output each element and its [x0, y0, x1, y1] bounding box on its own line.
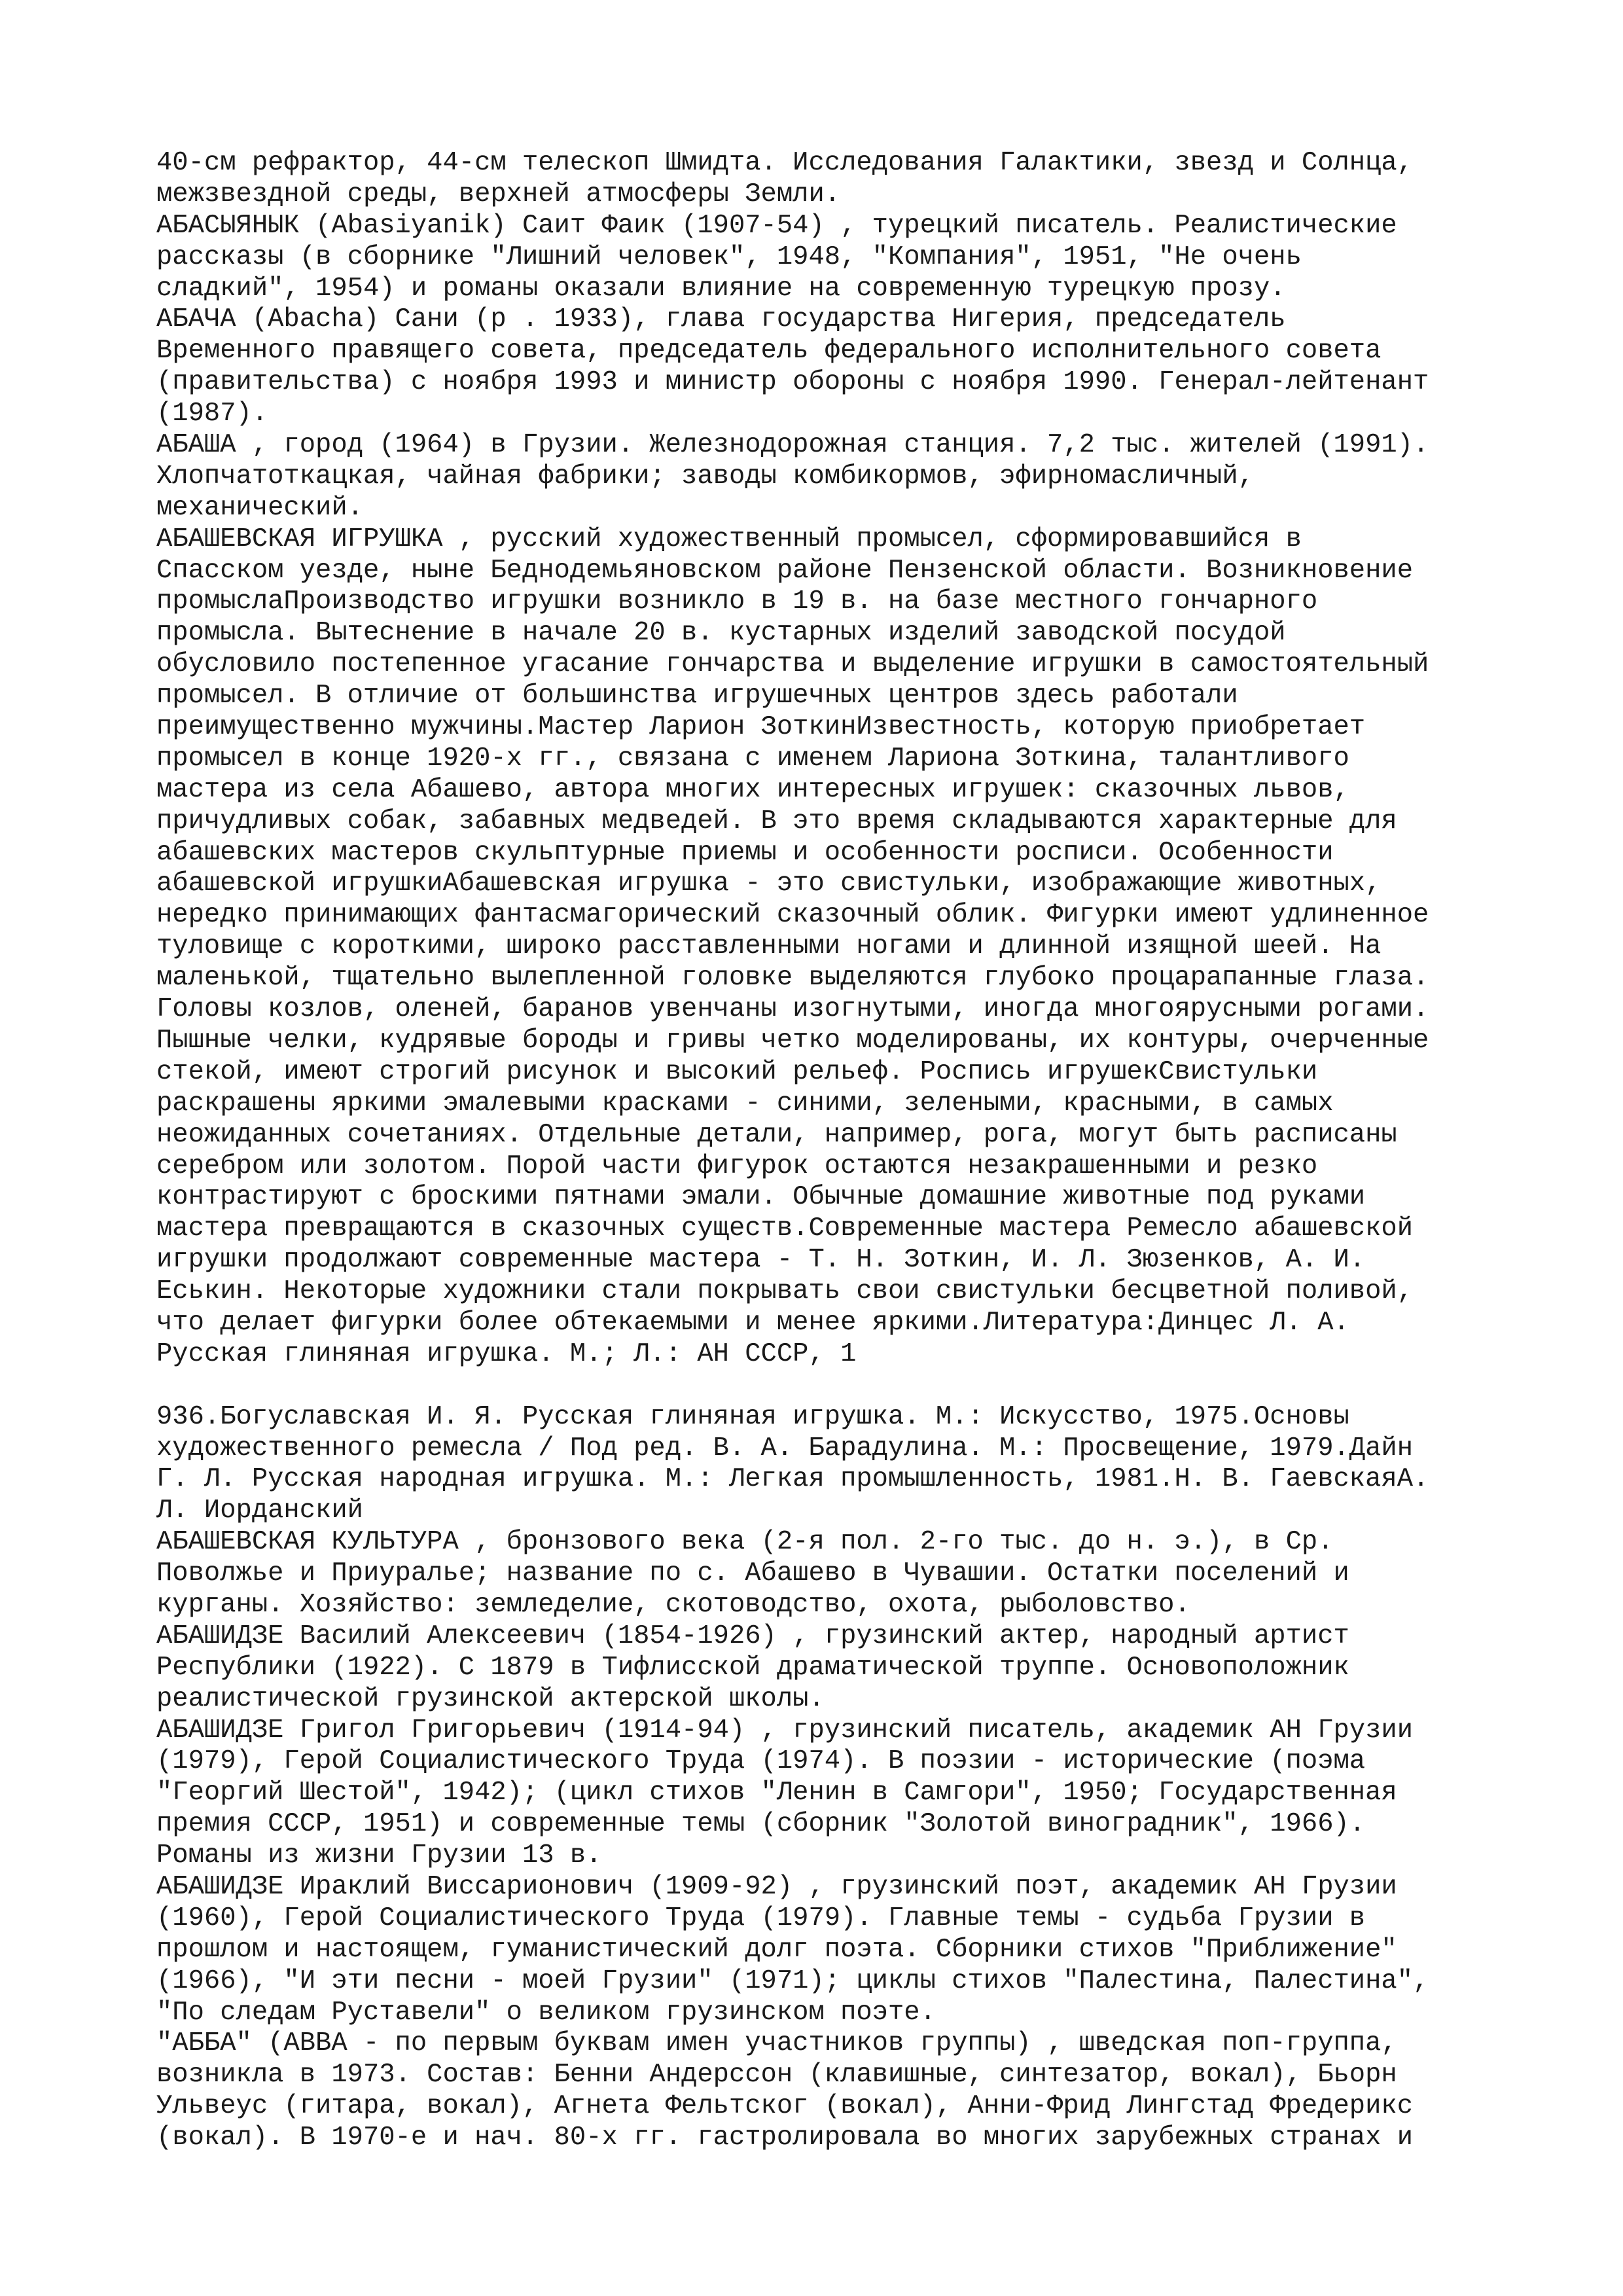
text-line: Г. Л. Русская народная игрушка. М.: Легкая промышленность, 1981.Н. В. ГаевскаяА. [156, 1464, 1429, 1495]
text-line: возникла в 1973. Состав: Бенни Андерссон (клавишные, синтезатор, вокал), Бьорн [156, 2060, 1397, 2090]
text-block-part2 [156, 1402, 1596, 2154]
text-line: 40-см рефрактор, 44-см телескоп Шмидта. Исследования Галактики, звезд и Солнца, [156, 148, 1414, 178]
text-line: Романы из жизни Грузии 13 в. [156, 1840, 602, 1871]
text-line: Л. Иорданский [156, 1496, 363, 1526]
text-line: рассказы (в сборнике "Лишний человек", 1948, "Компания", 1951, "Не очень [156, 242, 1302, 272]
text-line: абашевской игрушкиАбашевская игрушка - это свистульки, изображающие животных, [156, 869, 1382, 899]
text-line: (1960), Герой Социалистического Труда (1979). Главные темы - судьба Грузии в [156, 1903, 1366, 1933]
text-line: АБАСЫЯНЫК (Abasiyanik) Саит Фаик (1907-54) , турецкий писатель. Реалистические [156, 210, 1397, 241]
text-line: причудливых собак, забавных медведей. В это время складываются характерные для [156, 806, 1397, 836]
text-line: обусловило постепенное угасание гончарства и выделение игрушки в самостоятельный [156, 649, 1429, 680]
text-line: туловище с короткими, широко расставленными ногами и длинной изящной шеей. На [156, 931, 1382, 962]
text-line: мастера из села Абашево, автора многих интересных игрушек: сказочных львов, [156, 774, 1349, 805]
text-line: промыслаПроизводство игрушки возникло в 19 в. на базе местного гончарного [156, 586, 1318, 617]
text-line: Временного правящего совета, председатель федерального исполнительного совета [156, 336, 1382, 367]
text-line: межзвездной среды, верхней атмосферы Земли. [156, 179, 841, 209]
text-line: промысел в конце 1920-х гг., связана с именем Лариона Зоткина, талантливого [156, 743, 1349, 774]
text-line: мастера превращаются в сказочных существ.Современные мастера Ремесло абашевской [156, 1213, 1414, 1244]
text-line: (1966), "И эти песни - моей Грузии" (1971); циклы стихов "Палестина, Палестина", [156, 1965, 1429, 1996]
text-line: Ульвеус (гитара, вокал), Агнета Фельтског (вокал), Анни-Фрид Лингстад Фредерикс [156, 2091, 1414, 2122]
text-line: курганы. Хозяйство: земледелие, скотоводство, охота, рыболовство. [156, 1589, 1190, 1620]
text-line: что делает фигурки более обтекаемыми и менее яркими.Литература:Динцес Л. А. [156, 1307, 1349, 1338]
text-line: преимущественно мужчины.Мастер Ларион ЗоткинИзвестность, которую приобретает [156, 712, 1366, 743]
text-line: маленькой, тщательно вылепленной головке выделяются глубоко процарапанные глаза. [156, 963, 1429, 994]
text-line: Поволжье и Приуралье; название по с. Абашево в Чувашии. Остатки поселений и [156, 1558, 1349, 1589]
text-line: реалистической грузинской актерской школы. [156, 1683, 825, 1714]
paragraph-gap [156, 1371, 1596, 1402]
text-line: "По следам Руставели" о великом грузинском поэте. [156, 1997, 936, 2028]
text-line: АБАЧА (Abacha) Сани (р . 1933), глава государства Нигерия, председатель [156, 304, 1286, 335]
text-line: "Георгий Шестой", 1942); (цикл стихов "Ленин в Самгори", 1950; Государственная [156, 1778, 1397, 1808]
text-line: (1987). [156, 399, 268, 429]
text-line: художественного ремесла / Под ред. В. А. Барадулина. М.: Просвещение, 1979.Дайн [156, 1433, 1414, 1463]
text-line: раскрашены яркими эмалевыми красками - синими, зелеными, красными, в самых [156, 1088, 1334, 1119]
text-line: Русская глиняная игрушка. М.; Л.: АН СССР, 1 [156, 1338, 857, 1369]
text-line: премия СССР, 1951) и современные темы (сборник "Золотой виноградник", 1966). [156, 1809, 1366, 1840]
text-line: (правительства) с ноября 1993 и министр обороны с ноября 1990. Генерал-лейтенант [156, 367, 1429, 398]
text-line: промысел. В отличие от большинства игрушечных центров здесь работали [156, 681, 1238, 711]
document-page [156, 148, 1596, 2154]
text-line: (1979), Герой Социалистического Труда (1974). В поэзии - исторические (поэма [156, 1746, 1366, 1777]
text-line: Спасском уезде, ныне Беднодемьяновском районе Пензенской области. Возникновение [156, 555, 1414, 586]
text-line: стекой, имеют строгий рисунок и высокий рельеф. Роспись игрушекСвистульки [156, 1056, 1318, 1087]
text-line: абашевских мастеров скульптурные приемы и особенности росписи. Особенности [156, 837, 1334, 868]
text-line: Республики (1922). С 1879 в Тифлисской драматической труппе. Основоположник [156, 1652, 1349, 1683]
text-line: АБАША , город (1964) в Грузии. Железнодорожная станция. 7,2 тыс. жителей (1991). [156, 430, 1429, 461]
text-block-part1 [156, 148, 1596, 1371]
text-line: 936.Богуславская И. Я. Русская глиняная игрушка. М.: Искусство, 1975.Основы [156, 1401, 1349, 1432]
text-line: контрастируют с броскими пятнами эмали. Обычные домашние животные под руками [156, 1182, 1366, 1213]
text-line: АБАШЕВСКАЯ КУЛЬТУРА , бронзового века (2-я пол. 2-го тыс. до н. э.), в Ср. [156, 1527, 1334, 1558]
text-line: Хлопчатоткацкая, чайная фабрики; заводы комбикормов, эфирномасличный, [156, 461, 1254, 492]
text-line: Еськин. Некоторые художники стали покрывать свои свистульки бесцветной поливой, [156, 1276, 1414, 1307]
text-line: серебром или золотом. Порой части фигурок остаются незакрашенными и резко [156, 1151, 1318, 1181]
text-line: прошлом и настоящем, гуманистический долг поэта. Сборники стихов "Приближение" [156, 1934, 1397, 1965]
text-line: нередко принимающих фантасмагорический сказочный облик. Фигурки имеют удлиненное [156, 900, 1429, 931]
text-line: Пышные челки, кудрявые бороды и гривы четко моделированы, их контуры, очерченные [156, 1025, 1429, 1056]
text-line: механический. [156, 492, 363, 523]
text-line: АБАШЕВСКАЯ ИГРУШКА , русский художественный промысел, сформировавшийся в [156, 524, 1302, 554]
text-line: игрушки продолжают современные мастера - Т. Н. Зоткин, И. Л. Зюзенков, А. И. [156, 1245, 1366, 1276]
text-line: "АББА" (ABBA - по первым буквам имен участников группы) , шведская поп-группа, [156, 2028, 1397, 2059]
text-line: АБАШИДЗЕ Ираклий Виссарионович (1909-92) , грузинский поэт, академик АН Грузии [156, 1871, 1397, 1902]
text-line: неожиданных сочетаниях. Отдельные детали, например, рога, могут быть расписаны [156, 1119, 1397, 1150]
text-line: промысла. Вытеснение в начале 20 в. кустарных изделий заводской посудой [156, 618, 1286, 649]
text-line: АБАШИДЗЕ Григол Григорьевич (1914-94) , грузинский писатель, академик АН Грузии [156, 1715, 1414, 1746]
text-line: Головы козлов, оленей, баранов увенчаны изогнутыми, иногда многоярусными рогами. [156, 994, 1429, 1025]
text-line: (вокал). В 1970-е и нач. 80-х гг. гастролировала во многих зарубежных странах и [156, 2123, 1414, 2153]
text-line: сладкий", 1954) и романы оказали влияние на современную турецкую прозу. [156, 273, 1286, 304]
text-line: АБАШИДЗЕ Василий Алексеевич (1854-1926) , грузинский актер, народный артист [156, 1621, 1349, 1651]
